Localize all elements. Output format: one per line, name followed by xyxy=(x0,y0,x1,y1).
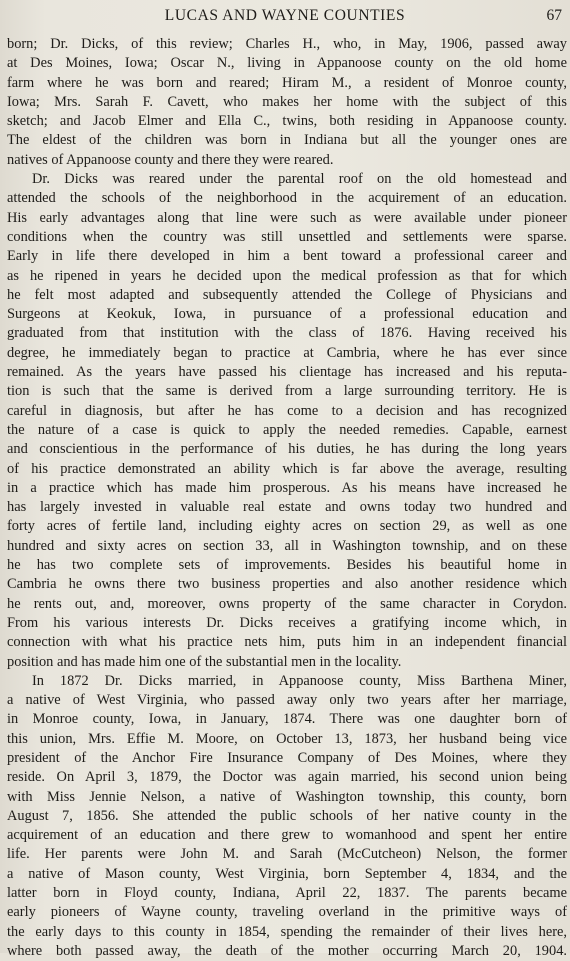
text-line: Iowa; Mrs. Sarah F. Cavett, who makes her home with the subject of this xyxy=(7,93,567,110)
text-line: as he ripened in years he decided upon the medical profession as that for which xyxy=(7,267,567,284)
text-line: he felt most adapted and subsequently attended the College of Physicians and xyxy=(7,286,567,303)
text-line: in a practice which has made him prosperous. As his means have increased he xyxy=(7,479,567,496)
text-line: at Des Moines, Iowa; Oscar N., living in Appanoose county on the old home xyxy=(7,55,567,72)
text-line: in Monroe county, Iowa, in January, 1874. There was one daughter born of xyxy=(7,711,567,728)
text-line: latter born in Floyd county, Indiana, April 22, 1837. The parents became xyxy=(7,885,567,902)
text-line: careful in diagnosis, but after he has come to a decision and has recognized xyxy=(7,402,567,419)
text-line: and conscientious in the performance of his duties, he has during the long years xyxy=(7,441,567,458)
text-line: conditions when the country was still unsettled and settlements were sparse. xyxy=(7,228,567,245)
text-line: attended the schools of the neighborhood in the acquirement of an education. xyxy=(7,190,567,207)
running-title: LUCAS AND WAYNE COUNTIES xyxy=(164,7,406,24)
text-line: the early days to this county in 1854, spending the remainder of their lives here, xyxy=(7,923,567,940)
text-line: From his various interests Dr. Dicks receives a gratifying income which, in xyxy=(7,614,567,631)
text-line: position and has made him one of the substantial men in the locality. xyxy=(7,653,402,670)
text-line: he has two complete sets of improvements. Besides his beautiful home in xyxy=(7,557,567,574)
text-line: graduated from that institution with the class of 1876. Having received his xyxy=(7,325,567,342)
text-line: where both passed away, the death of the mother occurring March 20, 1904. xyxy=(7,942,567,959)
text-line: a native of Mason county, West Virginia, born September 4, 1834, and the xyxy=(7,865,567,882)
text-line: forty acres of fertile land, including eighty acres on section 29, as well as one xyxy=(7,518,567,535)
text-line: natives of Appanoose county and there they were reared. xyxy=(7,151,334,168)
text-line: a native of West Virginia, who passed away only two years after her marriage, xyxy=(7,692,567,709)
text-line: His early advantages along that line were such as were available under pioneer xyxy=(7,209,567,226)
text-line: reside. On April 3, 1879, the Doctor was again married, his second union being xyxy=(7,769,567,786)
text-line: with Miss Jennie Nelson, a native of Washington township, this county, born xyxy=(7,788,567,805)
text-line: The eldest of the children was born in Indiana but all the younger ones are xyxy=(7,132,567,149)
running-header xyxy=(0,6,570,26)
text-line: connection with what his practice nets him, puts him in an independent financial xyxy=(7,634,567,651)
text-line: of his practice demonstrated an ability which is far above the average, resulting xyxy=(7,460,567,477)
text-line: August 7, 1856. She attended the public schools of her native county in the xyxy=(7,807,567,824)
text-line: born; Dr. Dicks, of this review; Charles H., who, in May, 1906, passed away xyxy=(7,36,567,52)
text-line: early pioneers of Wayne county, traveling overland in the primitive ways of xyxy=(7,904,567,921)
text-line: Cambria he owns there two business properties and also another residence which xyxy=(7,576,567,593)
text-line: this union, Mrs. Effie M. Moore, on October 13, 1873, her husband being vice xyxy=(7,730,567,747)
text-line: the nature of a case is quick to apply the needed remedies. Capable, earnest xyxy=(7,421,567,438)
text-line: farm where he was born and reared; Hiram M., a resident of Monroe county, xyxy=(7,74,567,91)
text-line: life. Her parents were John M. and Sarah (McCutcheon) Nelson, the former xyxy=(7,846,567,863)
paragraph-start-line: Dr. Dicks was reared under the parental roof on the old homestead and xyxy=(32,171,567,188)
text-line: sketch; and Jacob Elmer and Ella C., twins, both residing in Appanoose county. xyxy=(7,113,567,130)
text-line: hundred and sixty acres on section 33, all in Washington township, and on these xyxy=(7,537,567,554)
text-line: he rents out, and, moreover, owns property of the same character in Corydon. xyxy=(7,595,567,612)
text-line: acquirement of an education and there grew to womanhood and spent her entire xyxy=(7,827,567,844)
body-text xyxy=(7,35,567,961)
page-number: 67 xyxy=(546,7,562,24)
text-line: Surgeons at Keokuk, Iowa, in pursuance of a professional education and xyxy=(7,306,567,323)
text-line: has largely invested in valuable real estate and owns today two hundred and xyxy=(7,499,567,516)
text-line: remained. As the years have passed his clientage has increased and his reputa- xyxy=(7,364,567,381)
text-line: tion is such that the same is derived from a large surrounding territory. He is xyxy=(7,383,567,400)
text-line: Early in life there developed in him a bent toward a professional career and xyxy=(7,248,567,265)
text-line: degree, he immediately began to practice at Cambria, where he has ever since xyxy=(7,344,567,361)
paragraph-start-line: In 1872 Dr. Dicks married, in Appanoose county, Miss Barthena Miner, xyxy=(32,672,567,689)
text-line: president of the Anchor Fire Insurance Company of Des Moines, where they xyxy=(7,749,567,766)
